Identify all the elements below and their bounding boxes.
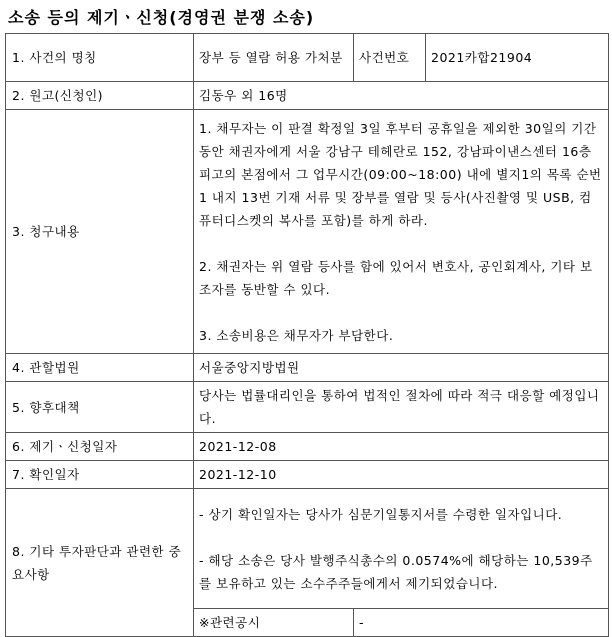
table-row bbox=[6, 489, 609, 609]
plan-value: 당사는 법률대리인을 통하여 법적인 절차에 따라 적극 대응할 예정입니다. bbox=[194, 382, 609, 433]
table-row bbox=[6, 110, 609, 354]
case-name-value: 장부 등 열람 허용 가처분 bbox=[194, 34, 354, 82]
other-value bbox=[194, 489, 609, 609]
page-title: 소송 등의 제기ㆍ신청(경영권 분쟁 소송) bbox=[8, 8, 315, 27]
case-name-label: 1. 사건의 명칭 bbox=[6, 34, 194, 82]
case-number-label: 사건번호 bbox=[354, 34, 426, 82]
other-label: 8. 기타 투자판단과 관련한 중요사항 bbox=[6, 489, 194, 637]
table-row bbox=[6, 433, 609, 461]
plaintiff-value: 김동우 외 16명 bbox=[194, 82, 609, 110]
claim-value bbox=[194, 110, 609, 354]
table-row bbox=[6, 382, 609, 433]
table-row bbox=[6, 34, 609, 82]
confirm-date-label: 7. 확인일자 bbox=[6, 461, 194, 489]
disclosure-table bbox=[5, 33, 609, 637]
case-number-value: 2021카합21904 bbox=[426, 34, 609, 82]
confirm-date-value: 2021-12-10 bbox=[194, 461, 609, 489]
related-disclosure-label: ※관련공시 bbox=[194, 609, 354, 637]
plaintiff-label: 2. 원고(신청인) bbox=[6, 82, 194, 110]
claim-paragraph-3: 3. 소송비용은 채무자가 부담한다. bbox=[199, 327, 394, 343]
other-paragraph-2: - 해당 소송은 당사 발행주식총수의 0.0574%에 해당하는 10,539주를 보유하고 있는 소수주주들에게서 제기되었습니다. bbox=[199, 552, 593, 591]
plan-label: 5. 향후대책 bbox=[6, 382, 194, 433]
related-disclosure-value: - bbox=[354, 609, 609, 637]
filing-date-label: 6. 제기ㆍ신청일자 bbox=[6, 433, 194, 461]
court-value: 서울중앙지방법원 bbox=[194, 354, 609, 382]
table-row bbox=[6, 82, 609, 110]
other-paragraph-1: - 상기 확인일자는 당사가 심문기일통지서를 수령한 일자입니다. bbox=[199, 506, 563, 522]
claim-label: 3. 청구내용 bbox=[6, 110, 194, 354]
claim-paragraph-1: 1. 채무자는 이 판결 확정일 3일 후부터 공휴일을 제외한 30일의 기간 동안 채권자에게 서울 강남구 테헤란로 152, 강남파이낸스센터 16층 피고의 본점에서 그 업무시간(09:00~18:00) 내에 별지1의 목록 순번1 내지 13번 기재 서류 및 장부를 열람 및 등사(사진촬영 및 USB, 컴퓨터디스켓의 복사를 포함)를 하게 하라. bbox=[199, 120, 602, 228]
table-row bbox=[6, 354, 609, 382]
court-label: 4. 관할법원 bbox=[6, 354, 194, 382]
table-row bbox=[6, 461, 609, 489]
claim-paragraph-2: 2. 채권자는 위 열람 등사를 함에 있어서 변호사, 공인회계사, 기타 보조자를 동반할 수 있다. bbox=[199, 258, 593, 297]
filing-date-value: 2021-12-08 bbox=[194, 433, 609, 461]
